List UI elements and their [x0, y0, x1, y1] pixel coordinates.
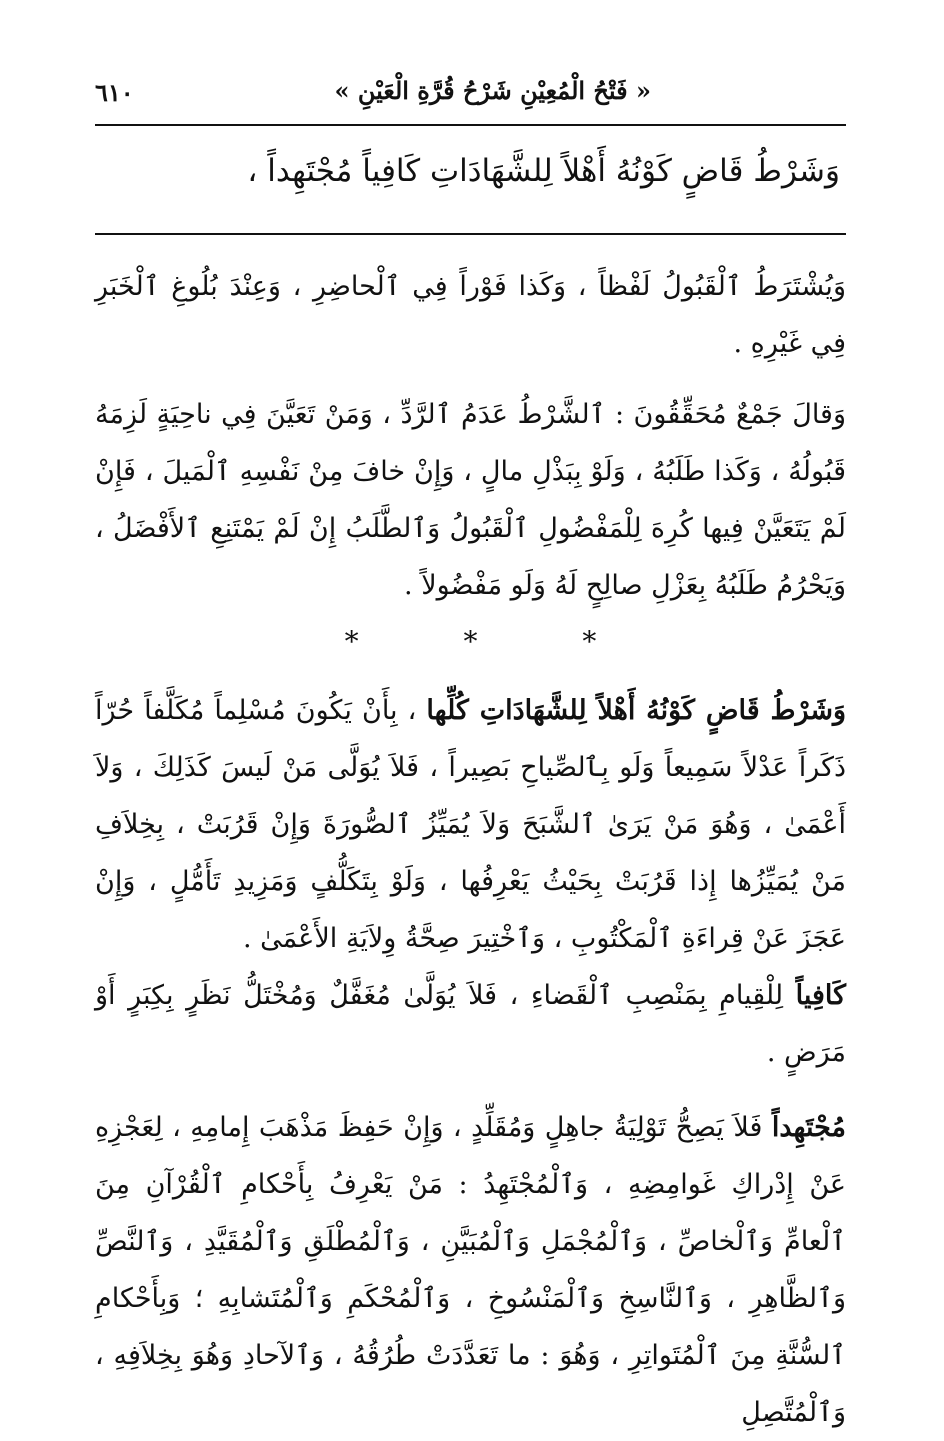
commentary-text: ، بِأَنْ يَكُونَ مُسْلِماً مُكَلَّفاً حُرّاً ذَكَراً عَدْلاً سَمِيعاً وَلَو بِٱلصِّياحِ بَصِيراً ، فَلاَ يُوَلَّى مَنْ لَيسَ كَذَلِكَ ، وَلاَ أَعْمَىٰ ، وَهُوَ مَنْ يَرَىٰ ٱلشَّبَحَ وَلاَ يُمَيِّزُ ٱلصُّورَةَ وَإِنْ قَرُبَتْ ، بِخِلاَفِ مَنْ يُمَيِّزُها إِذا قَرُبَتْ بِحَيْثُ يَعْرِفُها ، وَلَوْ بِتَكَلُّفٍ وَمَزِيدِ تَأَمُّلٍ ، وَإِنْ عَجَزَ عَنْ قِراءَةِ ٱلْمَكْتُوبِ ، وَٱخْتِيرَ صِحَّةُ وِلاَيَةِ الأَعْمَىٰ .	[95, 695, 846, 954]
paragraph: وَيُشْتَرَطُ ٱلْقَبُولُ لَفْظاً ، وَكَذا فَوْراً فِي ٱلْحاضِرِ ، وَعِنْدَ بُلُوغِ ٱلْخَبَرِ فِي غَيْرِهِ .	[95, 271, 846, 359]
star-ornament: *	[344, 625, 359, 658]
matn-quote: كَافِياً	[795, 980, 847, 1011]
star-ornament: *	[463, 625, 478, 658]
matn-quote: مُجْتَهِداً	[771, 1112, 846, 1143]
paragraph	[95, 682, 846, 967]
section-divider-stars	[95, 622, 846, 682]
matn-text: وَشَرْطُ قَاضٍ كَوْنُهُ أَهْلاً لِلشَّهَادَاتِ كَافِياً مُجْتَهِداً ،	[247, 153, 840, 189]
page-number: ٦١٠	[95, 78, 134, 107]
running-header	[95, 70, 846, 114]
matn-separator-rule	[95, 233, 846, 235]
commentary-text: لِلْقِيامِ بِمَنْصِبِ ٱلْقَضاءِ ، فَلاَ يُوَلَّىٰ مُغَفَّلٌ وَمُخْتَلُّ نَظَرٍ بِكِبَرٍ أَوْ مَرَضٍ .	[95, 980, 846, 1068]
matn-quote: وَشَرْطُ قَاضٍ كَوْنُهُ أَهْلاً لِلشَّهَادَاتِ كُلِّها	[426, 695, 847, 726]
star-ornament: *	[582, 625, 597, 658]
paragraph	[95, 967, 846, 1081]
commentary-text: فَلاَ يَصِحُّ تَوْلِيَةُ جاهِلٍ وَمُقَلِّدٍ ، وَإِنْ حَفِظَ مَذْهَبَ إِمامِهِ ، لِعَجْزِهِ عَنْ إِدْراكِ غَوامِضِهِ ، وَٱلْمُجْتَهِدُ : مَنْ يَعْرِفُ بِأَحْكامِ ٱلْقُرْآنِ مِنَ ٱلْعامِّ وَٱلْخاصِّ ، وَٱلْمُجْمَلِ وَٱلْمُبَيَّنِ ، وَٱلْمُطْلَقِ وَٱلْمُقَيَّدِ ، وَٱلنَّصِّ وَٱلظَّاهِرِ ، وَٱلنَّاسِخِ وَٱلْمَنْسُوخِ ، وَٱلْمُحْكَمِ وَٱلْمُتَشابِهِ ؛ وَبِأَحْكامِ ٱلسُّنَّةِ مِنَ ٱلْمُتَواتِرِ ، وَهُوَ : ما تَعَدَّدَتْ طُرُقُهُ ، وَٱلآحادِ وَهُوَ بِخِلاَفِهِ ، وَٱلْمُتَّصِلِ	[95, 1112, 846, 1428]
header-rule	[95, 124, 846, 126]
commentary-body	[95, 258, 846, 1441]
paragraph: وَقالَ جَمْعٌ مُحَقِّقُونَ : ٱلشَّرْطُ عَدَمُ ٱلرَّدِّ ، وَمَنْ تَعَيَّنَ فِي ناحِيَةٍ لَزِمَهُ قَبُولُهُ ، وَكَذا طَلَبُهُ ، وَلَوْ بِبَذْلِ مالٍ ، وَإِنْ خافَ مِنْ نَفْسِهِ ٱلْمَيلَ ، فَإِنْ لَمْ يَتَعَيَّنْ فِيها كُرِهَ لِلْمَفْضُولِ ٱلْقَبُولُ وَٱلطَّلَبُ إِنْ لَمْ يَمْتَنِعِ ٱلأَفْضَلُ ، وَيَحْرُمُ طَلَبُهُ بِعَزْلِ صالِحٍ لَهُ وَلَو مَفْضُولاً .	[95, 399, 846, 601]
book-title: « فَتْحُ الْمُعِيْنِ شَرْحُ قُرَّةِ الْعَيْنِ »	[334, 76, 651, 105]
paragraph	[95, 1099, 846, 1441]
